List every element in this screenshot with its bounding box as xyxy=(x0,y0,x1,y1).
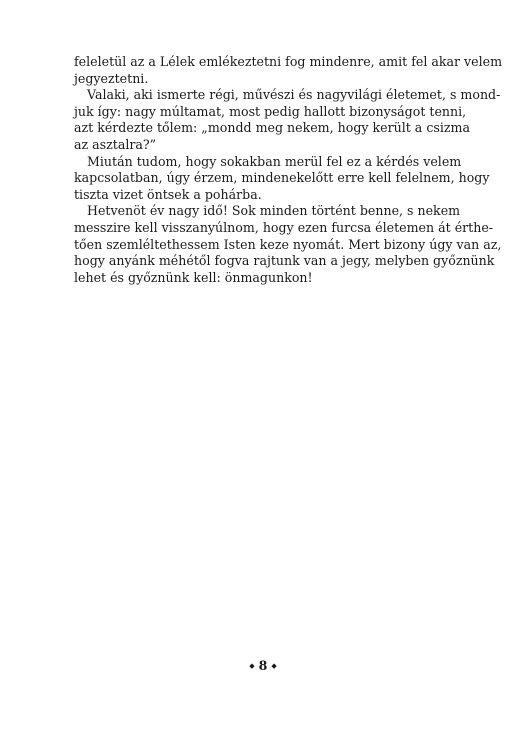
text-line: feleletül az a Lélek emlékeztetni fog mindenre, amit fel akar velem xyxy=(74,54,503,69)
text-line: Hetvenöt év nagy idő! Sok minden történt benne, s nekem xyxy=(87,203,461,219)
text-line: az asztalra?” xyxy=(74,136,157,152)
text-line: juk így: nagy múltamat, most pedig hallott bizonyságot tenni, xyxy=(74,103,467,119)
text-line: tően szemléltethessem Isten keze nyomát. Mert bizony úgy van az, xyxy=(74,236,502,252)
diamond-ornament-icon: ◆ xyxy=(249,661,255,670)
text-line: hogy anyánk méhétől fogva rajtunk van a jegy, melyben győznünk xyxy=(74,253,495,269)
body-text xyxy=(74,54,503,286)
text-line: Valaki, aki ismerte régi, művészi és nagyvilági életemet, s mond- xyxy=(87,87,501,103)
diamond-ornament-icon: ◆ xyxy=(271,661,277,670)
text-line: jegyeztetni. xyxy=(74,70,149,86)
text-line: messzire kell visszanyúlnom, hogy ezen furcsa életemen át érthe- xyxy=(74,219,494,235)
text-line: azt kérdezte tőlem: „mondd meg nekem, hogy került a csizma xyxy=(74,120,470,136)
page-number-footer xyxy=(0,658,526,673)
text-line: tiszta vizet öntsek a pohárba. xyxy=(74,186,262,202)
text-line: lehet és győznünk kell: önmagunkon! xyxy=(74,269,313,285)
page-number: 8 xyxy=(258,658,268,673)
text-line: kapcsolatban, úgy érzem, mindenekelőtt erre kell felelnem, hogy xyxy=(74,170,490,186)
text-line: Miután tudom, hogy sokakban merül fel ez a kérdés velem xyxy=(87,153,462,169)
